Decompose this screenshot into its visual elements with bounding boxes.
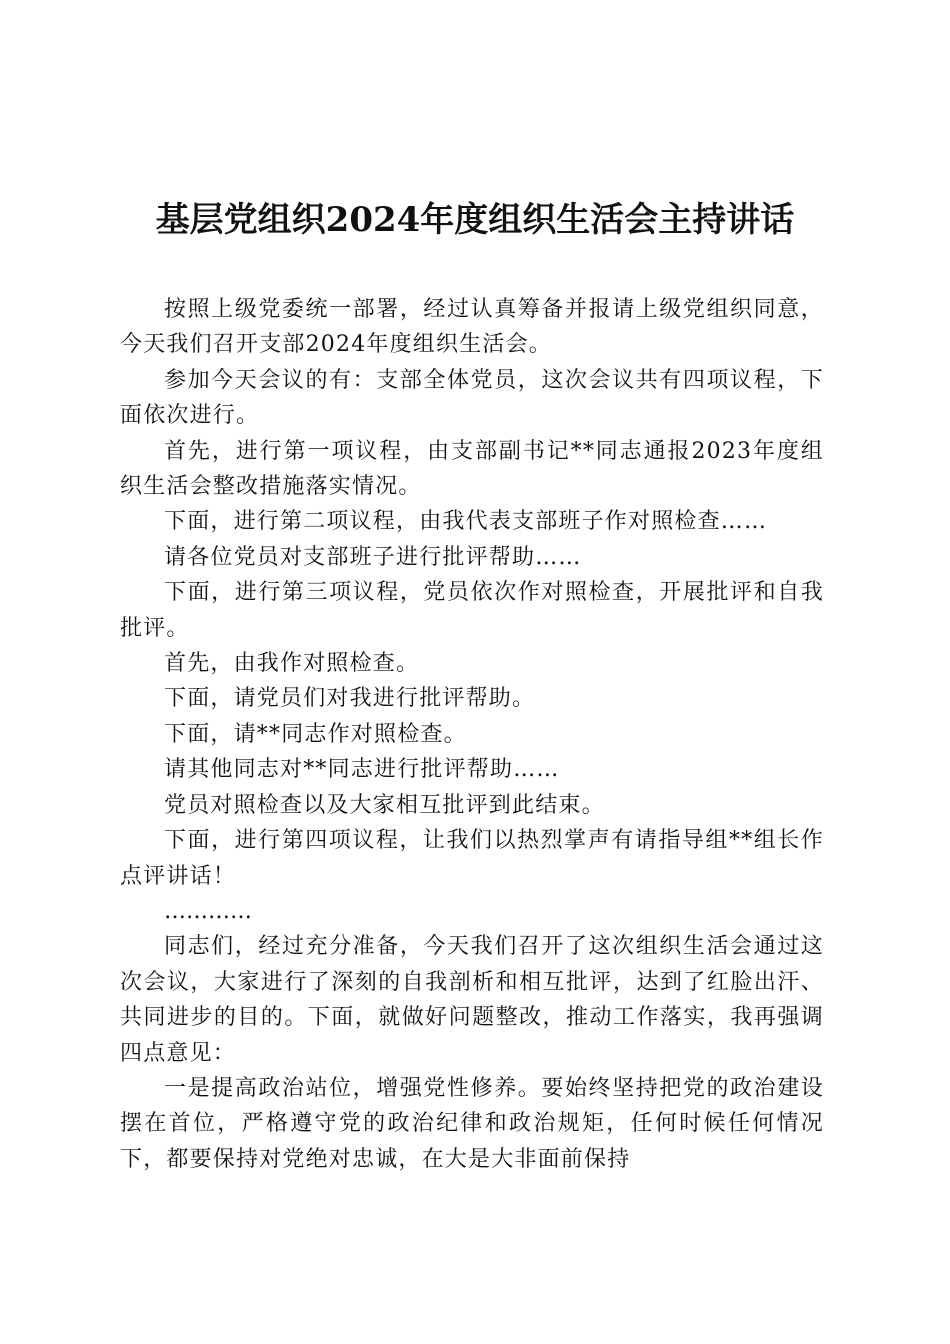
paragraph: 参加今天会议的有：支部全体党员，这次会议共有四项议程，下面依次进行。 — [120, 367, 824, 429]
paragraph: 下面，进行第四项议程，让我们以热烈掌声有请指导组**组长作点评讲话！ — [120, 828, 824, 889]
paragraph: 党员对照检查以及大家相互批评到此结束。 — [164, 792, 605, 818]
paragraph: 下面，请党员们对我进行批评帮助。 — [164, 686, 536, 712]
paragraph: 同志们，经过充分准备，今天我们召开了这次组织生活会通过这次会议，大家进行了深刻的自我剖析和相互批评，达到了红脸出汗、共同进步的目的。下面，就做好问题整改，推动工作落实，我再强调四点意见： — [120, 934, 824, 1066]
paragraph: 下面，进行第二项议程，由我代表支部班子作对照检查…… — [164, 509, 768, 535]
paragraph: 请各位党员对支部班子进行批评帮助…… — [164, 544, 582, 570]
paragraph: 下面，进行第三项议程，党员依次作对照检查，开展批评和自我批评。 — [120, 580, 824, 641]
ellipsis-separator: ………… — [164, 898, 252, 924]
paragraph: 一是提高政治站位，增强党性修养。要始终坚持把党的政治建设摆在首位，严格遵守党的政治纪律和政治规矩，任何时候任何情况下，都要保持对党绝对忠诚，在大是大非面前保持 — [120, 1075, 824, 1172]
paragraph: 下面，请**同志作对照检查。 — [164, 721, 467, 747]
paragraph: 首先，进行第一项议程，由支部副书记**同志通报2023年度组织生活会整改措施落实情况。 — [120, 438, 824, 500]
paragraph: 请其他同志对**同志进行批评帮助…… — [164, 757, 560, 783]
paragraph: 按照上级党委统一部署，经过认真筹备并报请上级党组织同意，今天我们召开支部2024年度组织生活会。 — [120, 297, 824, 358]
paragraph: 首先，由我作对照检查。 — [164, 651, 420, 677]
document-title: 基层党组织2024年度组织生活会主持讲话 — [155, 200, 795, 240]
document-body — [120, 292, 824, 1177]
